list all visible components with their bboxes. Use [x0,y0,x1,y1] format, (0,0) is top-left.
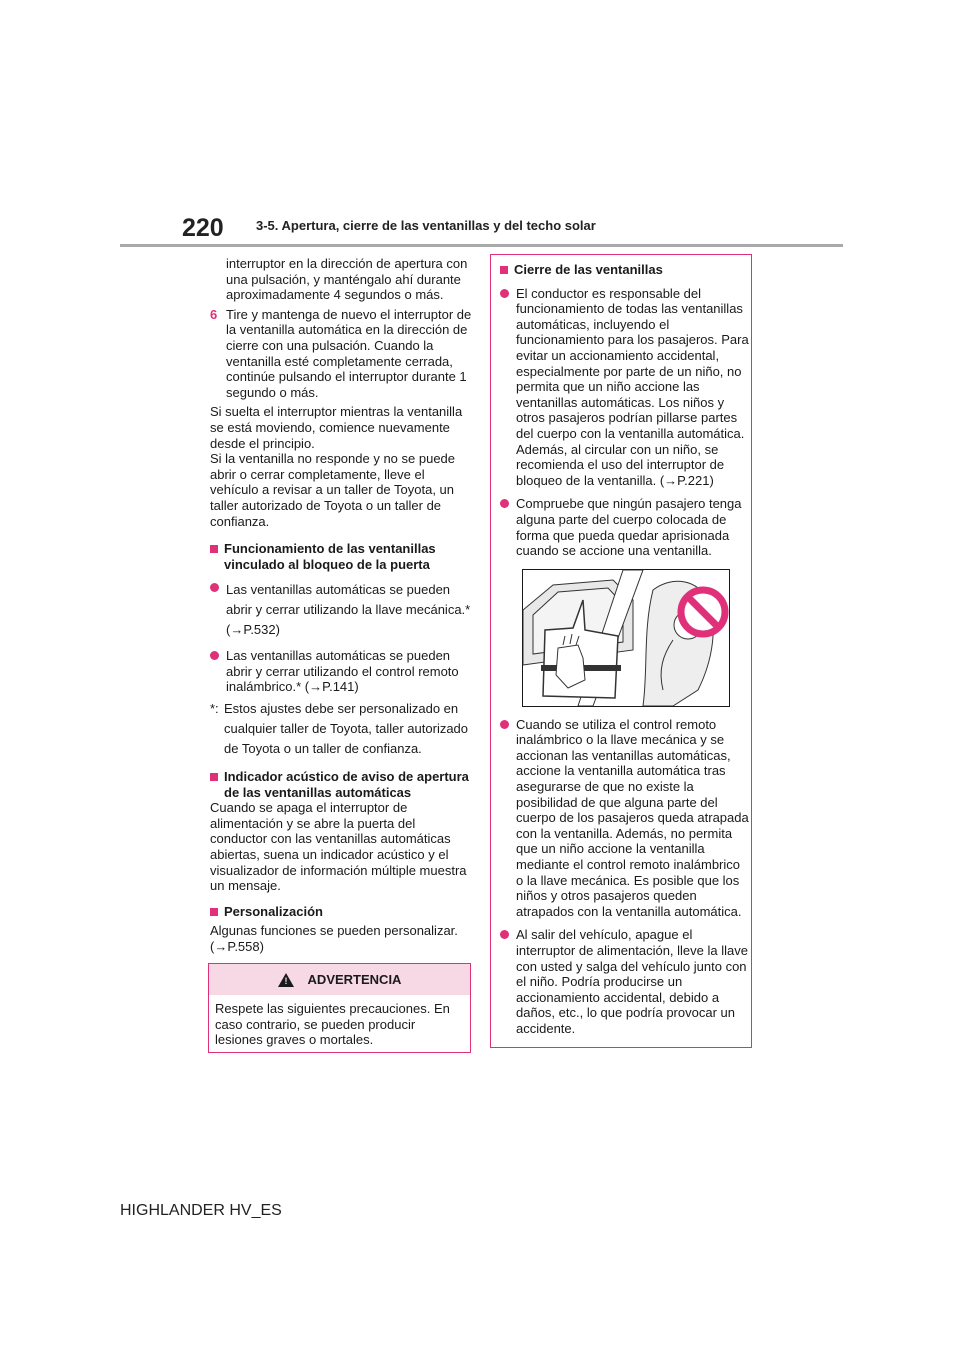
warning-box [208,963,471,1053]
square-bullet-icon [210,773,218,781]
bullet-dot-icon [500,499,509,508]
bullet-dot-icon [210,583,219,592]
page-number: 220 [182,214,224,242]
pinch-hazard-illustration [522,569,730,707]
section-heading-text: Cierre de las ventanillas [514,262,663,277]
bullet-item [500,717,750,920]
section-text: Cuando se apaga el interruptor de alimentación y se abre la puerta del conductor con las ventanillas automáticas abiertas, suena un indicador acústico y el visualizador de información múltiple muestra un mensaje. [210,800,467,894]
footnote [210,699,472,759]
paragraph-service: Si la ventanilla no responde y no se puede abrir o cerrar completamente, lleve el vehículo a revisar a un taller de Toyota, un taller autorizado de Toyota o un taller de confianza. [210,451,456,529]
continued-step-text: interruptor en la dirección de apertura con una pulsación, y manténgalo ahí durante aproximadamente 4 segundos o más. [226,256,468,303]
footer-model: HIGHLANDER HV_ES [120,1202,282,1219]
bullet-dot-icon [500,289,509,298]
footnote-text: Estos ajustes debe ser personalizado en cualquier taller de Toyota, taller autorizado de Toyota o un taller de confianza. [224,701,469,757]
section-heading [210,541,472,572]
bullet-text: Compruebe que ningún pasajero tenga alguna parte del cuerpo colocada de forma que pueda quedar aprisionada cuando se accione una ventanilla. [516,496,742,559]
step-6 [210,307,472,401]
bullet-text: Las ventanillas automáticas se pueden abrir y cerrar utilizando el control remoto inalámbrico.* (→P.141) [226,648,459,695]
square-bullet-icon [500,266,508,274]
section-title: 3-5. Apertura, cierre de las ventanillas y del techo solar [256,218,596,233]
step-number: 6 [210,306,218,322]
warning-body: Respete las siguientes precauciones. En caso contrario, se pueden producir lesiones graves o mortales. [215,1001,450,1048]
section-heading [210,769,472,800]
section-heading-text: Personalización [224,903,323,919]
bullet-dot-icon [500,930,509,939]
bullet-dot-icon [500,720,509,729]
bullet-dot-icon [210,651,219,660]
bullet-text: El conductor es responsable del funcionamiento de todas las ventanillas automáticas, incluyendo el funcionamiento para los pasajeros. Para evitar un accionamiento accidental, especialmente por parte de un niño, no permita que un niño accione las ventanillas automáticas. Los niños y otros pasajeros podrían pillarse partes del cuerpo con la ventanilla automática. Además, al circular con un niño, se recomienda el uso del interruptor de bloqueo de la ventanilla. (→P.221) [516,285,749,488]
bullet-item [210,580,472,640]
bullet-text: Las ventanillas automáticas se pueden abrir y cerrar utilizando la llave mecánica.* (→P.532) [226,582,471,638]
warning-title: ADVERTENCIA [307,972,402,987]
bullet-item [210,648,472,695]
pinch-hazard-drawing [523,570,729,706]
step-text: Tire y mantenga de nuevo el interruptor de la ventanilla automática en la dirección de cierre con una pulsación. Cuando la ventanilla esté completamente cerrada, continúe pulsando el interruptor durante 1 segundo o más. [226,306,472,400]
bullet-text: Al salir del vehículo, apague el interruptor de alimentación, lleve la llave con usted y salga del vehículo junto con el niño. Podría producirse un accionamiento accidental, debido a daños, etc., lo que podría provocar un accidente. [516,927,748,1036]
warning-header [209,964,470,995]
section-heading-text: Indicador acústico de aviso de apertura de las ventanillas automáticas [224,769,469,800]
right-column [494,254,754,1037]
section-text: Algunas funciones se pueden personalizar. (→P.558) [210,923,458,954]
bullet-item [500,927,750,1036]
square-bullet-icon [210,545,218,553]
left-column [210,256,472,955]
section-heading [500,262,750,278]
bullet-item [500,286,750,489]
paragraph-restart: Si suelta el interruptor mientras la ventanilla se está moviendo, comience nuevamente desde el principio. [210,404,463,451]
warning-triangle-icon: ! [278,973,294,987]
footnote-mark: *: [210,701,219,717]
header-rule [120,244,843,247]
section-heading-text: Funcionamiento de las ventanillas vinculado al bloqueo de la puerta [224,541,436,572]
bullet-item [500,496,750,558]
section-heading [210,904,472,920]
square-bullet-icon [210,908,218,916]
bullet-text: Cuando se utiliza el control remoto inalámbrico o la llave mecánica y se accionan las ventanillas automáticas, accione la ventanilla automática tras asegurarse de que no existe la posibilidad de que alguna parte del cuerpo de los pasajeros queda atrapada con la ventanilla. Además, no permita que un niño accione la ventanilla mediante el control remoto inalámbrico o la llave mecánica. Es posible que los niños y otros pasajeros queden atrapados con la ventanilla automática. [516,716,749,919]
